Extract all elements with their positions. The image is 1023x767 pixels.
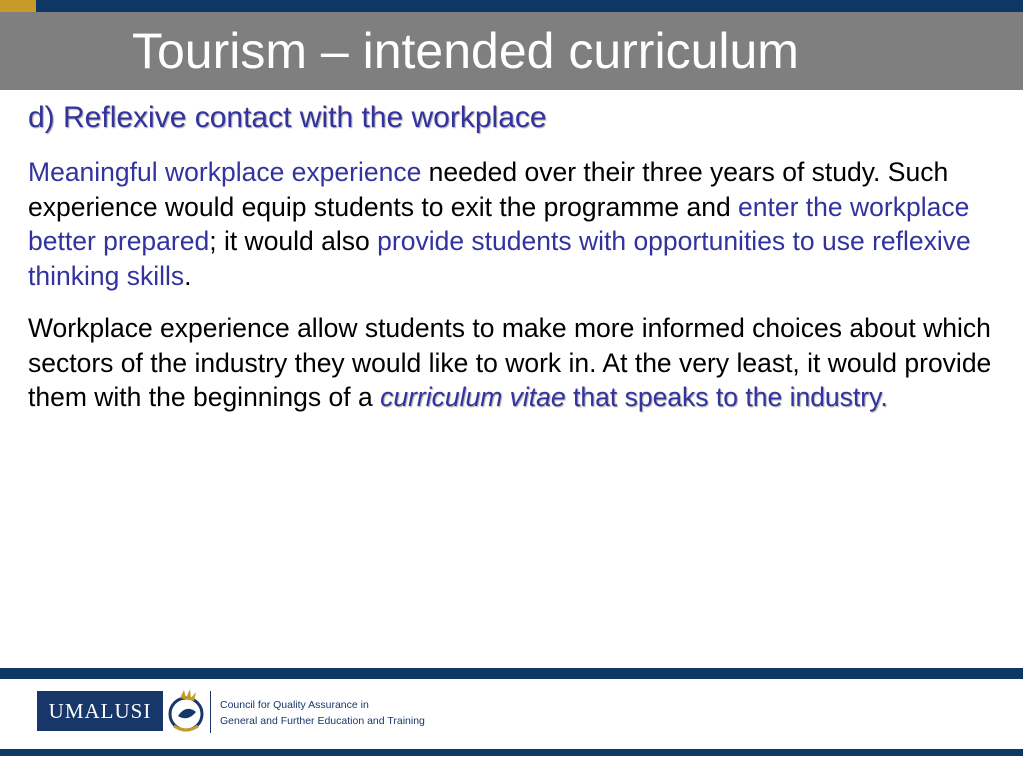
highlight-reflexive-thinking: provide students with opportunities to use reflexive thinking skills: [28, 226, 971, 291]
slide-title: Tourism – intended curriculum: [132, 23, 799, 79]
text-run: .: [184, 260, 192, 291]
top-accent-gold: [0, 0, 36, 12]
tagline-line-2: General and Further Education and Training: [220, 715, 425, 727]
text-run: Workplace experience allow students to make more informed choices about which sectors of the industry they would like to work in. At the very least, it would provide them with the beginnings of a: [28, 313, 992, 412]
footer-tagline: [220, 697, 425, 729]
highlight-meaningful-experience: Meaningful workplace experience: [28, 157, 422, 187]
cv-italic: curriculum vitae: [380, 382, 566, 412]
text-run: needed over their three years of study. Such experience would equip students to exit the programme and: [28, 157, 949, 222]
highlight-curriculum-vitae: [380, 382, 888, 412]
highlight-better-prepared: enter the workplace better prepared: [28, 191, 970, 256]
cv-rest: that speaks to the industry.: [565, 382, 888, 412]
umalusi-logo: [37, 691, 163, 731]
footer-bottom-line: [0, 749, 1023, 756]
footer-divider: [210, 691, 211, 733]
section-heading: d) Reflexive contact with the workplace: [28, 101, 547, 134]
paragraph-informed-choices: [28, 311, 1013, 415]
logo-text: UMALUSI: [48, 698, 152, 723]
text-run: ; it would also: [209, 226, 378, 256]
paragraph-workplace-experience: [28, 155, 1013, 293]
top-accent-navy: [36, 0, 1023, 12]
umalusi-emblem-icon: [164, 686, 208, 736]
tagline-line-1: Council for Quality Assurance in: [220, 699, 369, 711]
footer-band: [0, 668, 1023, 679]
title-bar: [0, 12, 1023, 90]
